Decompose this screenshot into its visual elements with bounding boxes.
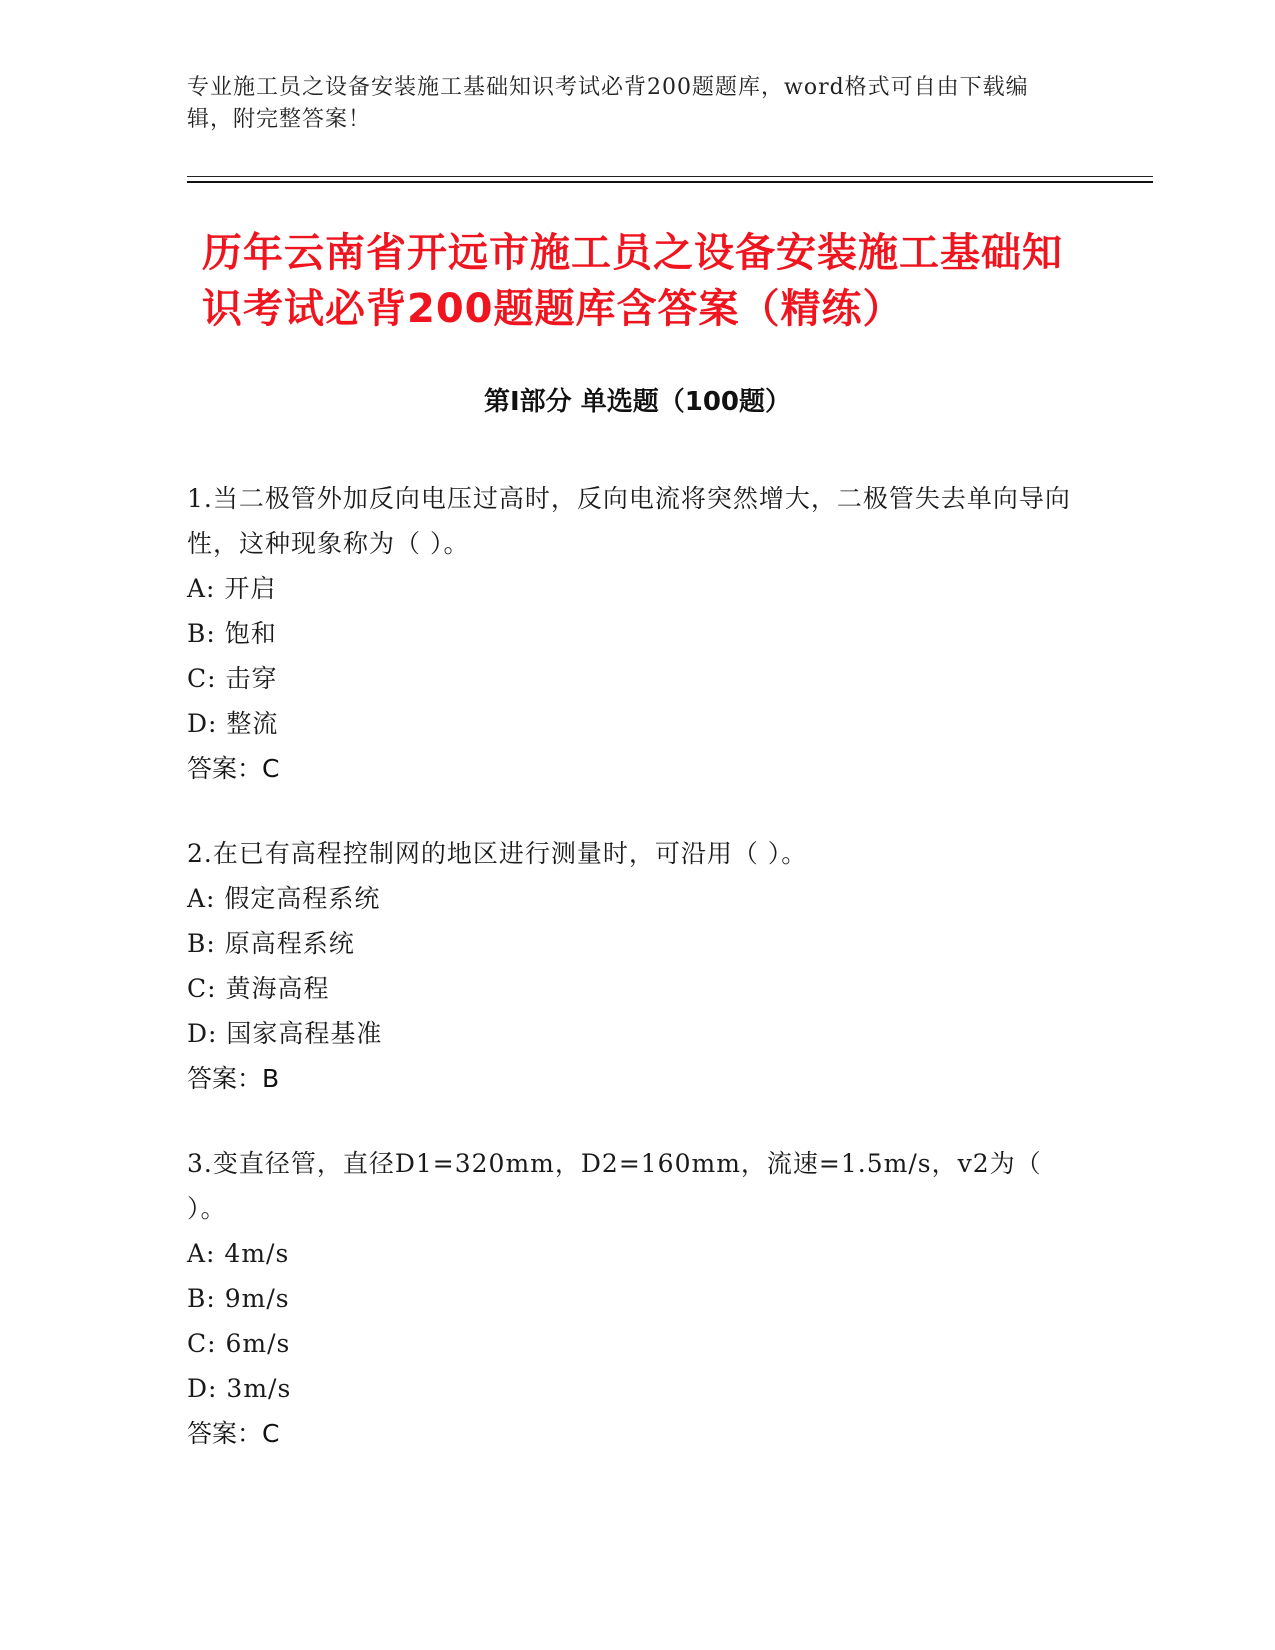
question-text: 1.当二极管外加反向电压过高时，反向电流将突然增大，二极管失去单向导向性，这种现象称为（ ）。 [187, 484, 1071, 558]
question-list [187, 476, 1087, 1496]
answer-line: 答案：B [187, 1064, 280, 1093]
option-d: D: 国家高程基准 [187, 1019, 383, 1048]
option-b: B: 饱和 [187, 619, 277, 648]
option-c: C: 击穿 [187, 664, 278, 693]
option-b: B: 原高程系统 [187, 929, 355, 958]
option-c: C: 6m/s [187, 1329, 291, 1358]
option-d: D: 3m/s [187, 1374, 292, 1403]
question-text: 3.变直径管，直径D1=320mm，D2=160mm，流速=1.5m/s，v2为（ ）。 [187, 1149, 1042, 1223]
header-note: 专业施工员之设备安装施工基础知识考试必背200题题库，word格式可自由下载编辑，附完整答案！ [187, 75, 1029, 132]
option-a: A: 假定高程系统 [187, 884, 381, 913]
header-divider-thick [187, 181, 1153, 183]
option-a: A: 4m/s [187, 1239, 290, 1268]
header-divider-thin [187, 176, 1153, 177]
question-item [187, 476, 1087, 791]
option-d: D: 整流 [187, 709, 279, 738]
answer-line: 答案：C [187, 754, 280, 783]
option-a: A: 开启 [187, 574, 277, 603]
question-item [187, 831, 1087, 1101]
question-text: 2.在已有高程控制网的地区进行测量时，可沿用（ ）。 [187, 839, 808, 868]
question-item [187, 1141, 1087, 1456]
option-c: C: 黄海高程 [187, 974, 330, 1003]
option-b: B: 9m/s [187, 1284, 290, 1313]
section-title: 第Ⅰ部分 单选题（100题） [484, 387, 791, 417]
answer-line: 答案：C [187, 1419, 280, 1448]
document-title: 历年云南省开远市施工员之设备安装施工基础知识考试必背200题题库含答案（精练） [202, 230, 1063, 332]
